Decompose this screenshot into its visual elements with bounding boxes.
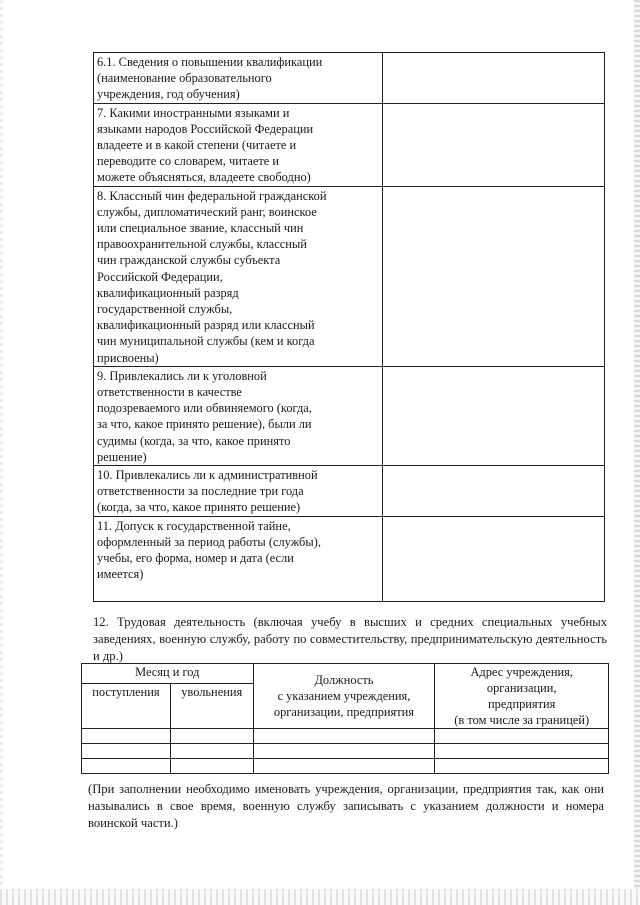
question-row-11: [94, 516, 605, 601]
question-row-7: [94, 103, 605, 186]
start-date-header: поступления: [82, 684, 171, 729]
address-cell[interactable]: [435, 744, 609, 759]
question-cell: [94, 366, 383, 465]
question-text: 7. Какими иностранными языками и языками народов Российской Федерации владеете и в какой степени (читаете и переводите со словарем, читаете и можете объясняться, владеете свободно): [97, 105, 314, 185]
start-date-cell[interactable]: [82, 744, 171, 759]
start-date-cell[interactable]: [82, 729, 171, 744]
answer-cell[interactable]: [383, 103, 605, 186]
answer-cell[interactable]: [383, 186, 605, 366]
answer-cell[interactable]: [383, 466, 605, 517]
end-date-cell[interactable]: [170, 729, 253, 744]
employment-section-heading: 12. Трудовая деятельность (включая учебу в высших и средних специальных учебных заведениях, военную службу, работу по совместительству, предпринимательскую деятельность и др.): [93, 615, 607, 663]
address-header: Адрес учреждения, организации, предприятия (в том числе за границей): [435, 664, 609, 729]
scan-edge-right: [634, 0, 640, 905]
month-year-header: Месяц и год: [82, 664, 254, 684]
scan-edge-bottom: [0, 889, 640, 905]
position-header: Должность с указанием учреждения, организации, предприятия: [253, 664, 435, 729]
questionnaire-table: [93, 52, 605, 602]
question-text: 11. Допуск к государственной тайне, оформленный за период работы (службы), учебы, его форма, номер и дата (если имеется): [97, 518, 321, 582]
address-cell[interactable]: [435, 729, 609, 744]
question-cell: [94, 186, 383, 366]
start-date-cell[interactable]: [82, 759, 171, 774]
employment-footnote: (При заполнении необходимо именовать учреждения, организации, предприятия так, как они назывались в свое время, военную службу записывать с указанием должности и номера воинской части.): [88, 782, 604, 830]
question-text: 9. Привлекались ли к уголовной ответственности в качестве подозреваемого или обвиняемого (когда, за что, какое принято решение), были ли судимы (когда, за что, какое принято решение): [97, 368, 312, 464]
employment-table: [81, 663, 609, 774]
position-cell[interactable]: [253, 729, 435, 744]
end-date-cell[interactable]: [170, 759, 253, 774]
answer-cell[interactable]: [383, 516, 605, 601]
end-date-header: увольнения: [170, 684, 253, 729]
question-row-10: [94, 466, 605, 517]
question-cell: [94, 53, 383, 104]
address-cell[interactable]: [435, 759, 609, 774]
question-cell: [94, 466, 383, 517]
employment-row: [82, 744, 609, 759]
question-text: 10. Привлекались ли к административной ответственности за последние три года (когда, за что, какое принято решение): [97, 468, 318, 515]
question-row-9: [94, 366, 605, 465]
position-cell[interactable]: [253, 759, 435, 774]
end-date-cell[interactable]: [170, 744, 253, 759]
employment-header-row: [82, 664, 609, 684]
question-text: 6.1. Сведения о повышении квалификации (наименование образовательного учреждения, год обучения): [97, 55, 323, 102]
employment-row: [82, 759, 609, 774]
question-text: 8. Классный чин федеральной гражданской службы, дипломатический ранг, воинское или специальное звание, классный чин правоохранительной службы, классный чин гражданской службы субъекта Российской Федерации, квалификационный разряд государственной службы, квалификационный разряд или классный чин муниципальной службы (кем и когда присвоены): [97, 188, 327, 365]
position-cell[interactable]: [253, 744, 435, 759]
employment-row: [82, 729, 609, 744]
question-cell: [94, 103, 383, 186]
question-row-6-1: [94, 53, 605, 104]
question-row-8: [94, 186, 605, 366]
scan-edge-left: [0, 0, 3, 905]
answer-cell[interactable]: [383, 366, 605, 465]
answer-cell[interactable]: [383, 53, 605, 104]
question-cell: [94, 516, 383, 601]
